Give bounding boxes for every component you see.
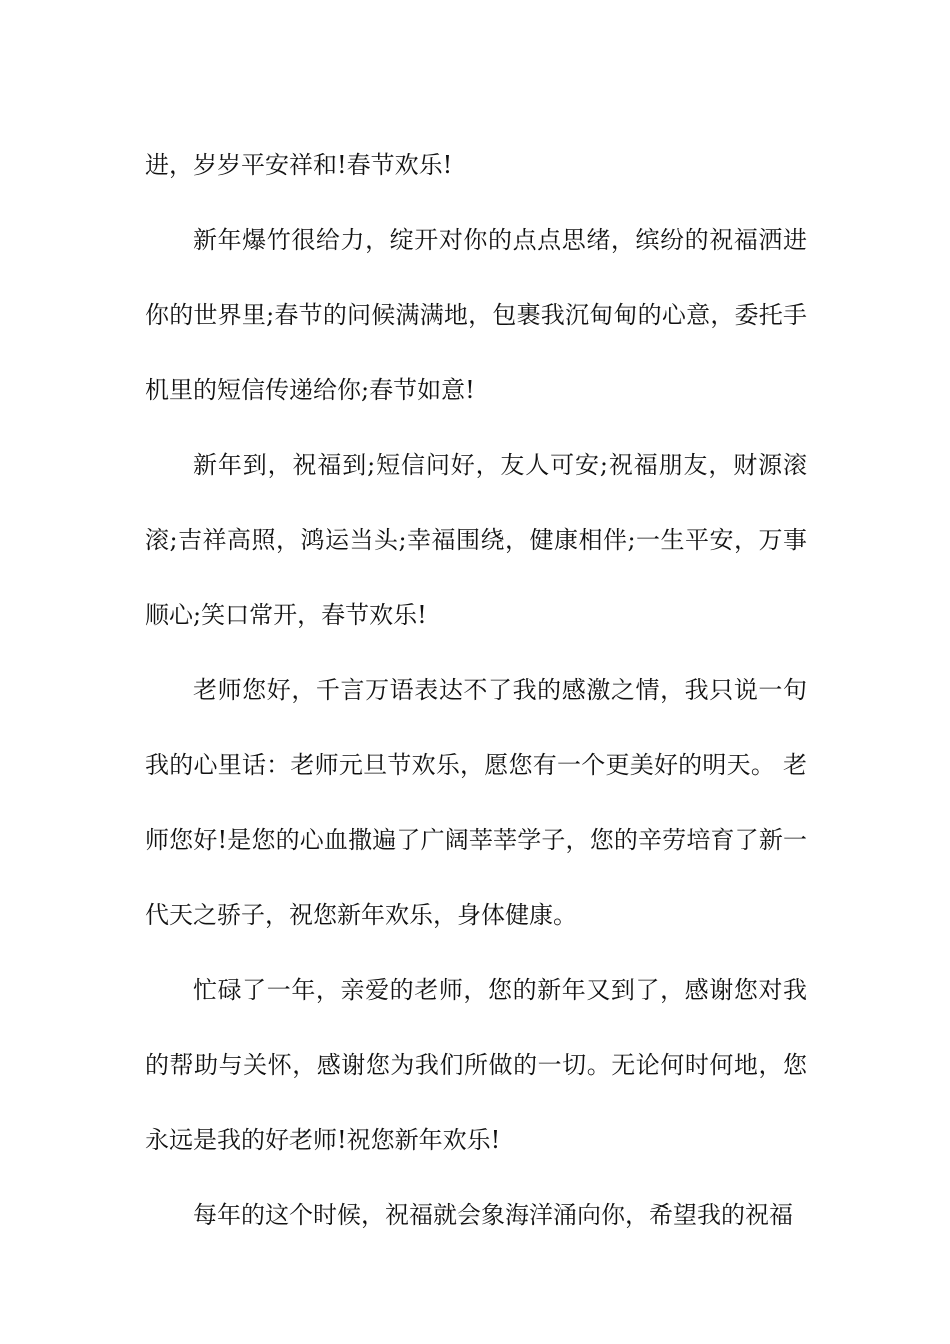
paragraph: 老师您好，千言万语表达不了我的感激之情，我只说一句我的心里话：老师元旦节欢乐，愿您有一个更美好的明天。 老师您好!是您的心血撒遍了广阔莘莘学子，您的辛劳培育了新一代天之骄子，祝您新年欢乐，身体健康。 — [145, 676, 807, 929]
paragraph: 新年爆竹很给力，绽开对你的点点思绪，缤纷的祝福洒进你的世界里;春节的问候满满地，包裹我沉甸甸的心意，委托手机里的短信传递给你;春节如意! — [145, 226, 807, 404]
paragraph: 进，岁岁平安祥和!春节欢乐! — [145, 151, 453, 179]
document-body — [145, 128, 807, 1253]
paragraph: 忙碌了一年，亲爱的老师，您的新年又到了，感谢您对我的帮助与关怀，感谢您为我们所做的一切。无论何时何地，您永远是我的好老师!祝您新年欢乐! — [145, 976, 807, 1154]
paragraph: 新年到，祝福到;短信问好，友人可安;祝福朋友，财源滚滚;吉祥高照，鸿运当头;幸福围绕，健康相伴;一生平安，万事顺心;笑口常开，春节欢乐! — [145, 451, 807, 629]
paragraph: 每年的这个时候，祝福就会象海洋涌向你，希望我的祝福 — [193, 1201, 793, 1229]
